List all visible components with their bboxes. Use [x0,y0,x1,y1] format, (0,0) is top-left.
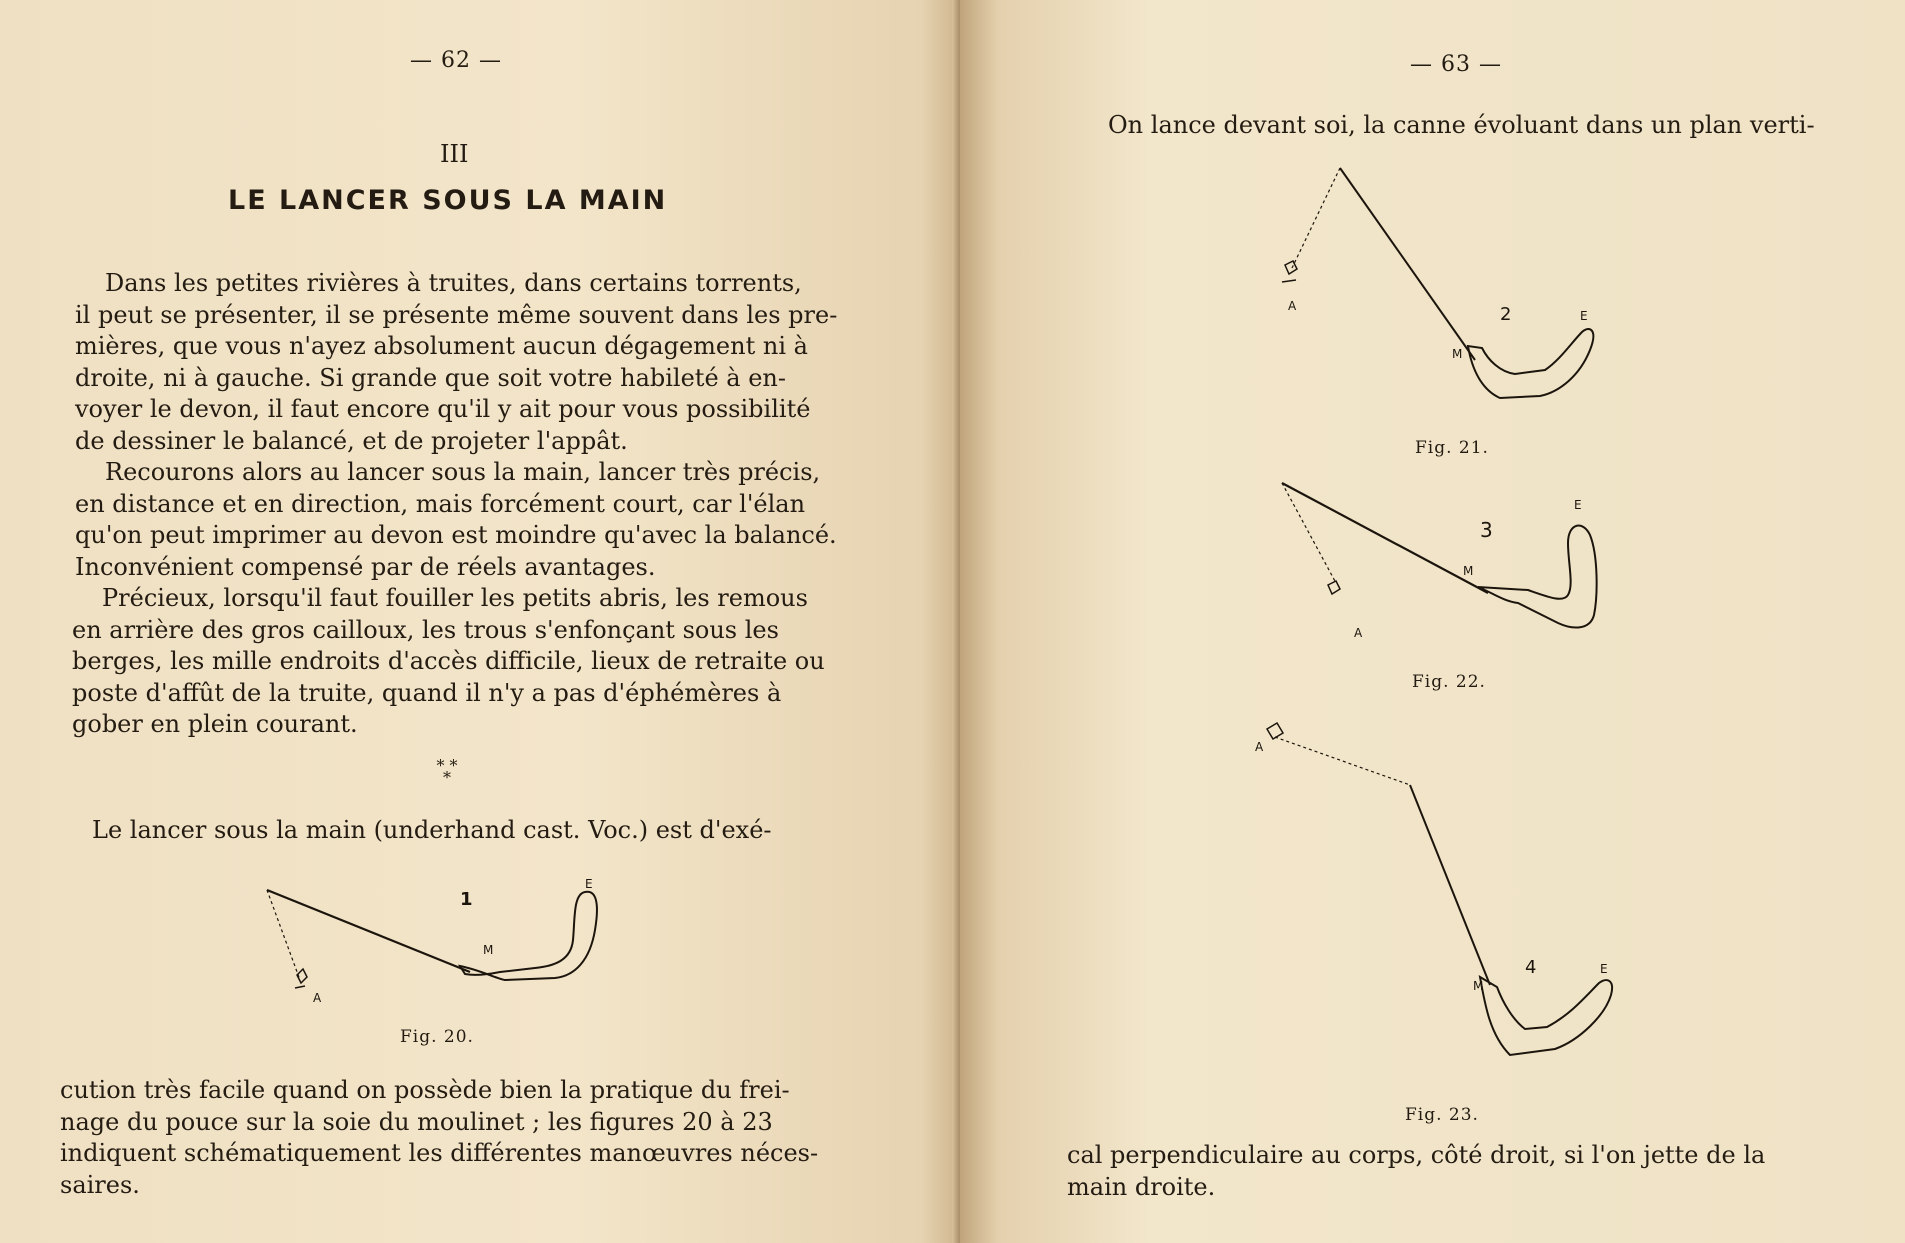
figure-number: 3 [1480,518,1493,542]
figure-number: 4 [1525,957,1537,978]
text-line: Le lancer sous la main (underhand cast. Voc.) est d'exé- [92,816,772,844]
fishing-line [1292,168,1340,268]
text-line: On lance devant soi, la canne évoluant dans un plan verti- [1108,111,1815,139]
intro-line [1108,110,1868,142]
paragraph-2 [75,457,835,583]
page-number-62: — 62 — [410,48,502,73]
text-line: saires. [60,1170,140,1199]
label-e: E [1600,962,1608,976]
lure-icon [1267,723,1283,739]
label-m: M [1452,347,1463,361]
label-e: E [1580,309,1588,323]
figure-20 [255,870,635,1030]
right-page [960,0,1905,1243]
figure-21-caption: Fig. 21. [1415,438,1489,458]
text-line: Recourons alors au lancer sous la main, lancer très précis, [105,458,821,486]
label-a: A [1354,626,1363,640]
text-line: voyer le devon, il faut encore qu'il y ait pour vous possibilité [75,395,811,423]
paragraph-5 [60,1075,820,1201]
label-m: M [1473,979,1484,993]
text-line: Inconvénient compensé par de réels avantages. [75,552,656,581]
label-a: A [1288,299,1297,313]
fishing-rod [1340,168,1475,360]
text-line: droite, ni à gauche. Si grande que soit votre habileté à en- [75,363,786,392]
figure-number: 1 [460,889,473,910]
arm-outline [1478,526,1597,628]
text-line: qu'on peut imprimer au devon est moindre qu'avec la balancé. [75,521,837,549]
figure-23 [1235,715,1635,1095]
text-line: Précieux, lorsqu'il faut fouiller les petits abris, les remous [102,584,808,612]
lure-icon [1282,261,1297,282]
figure-22-caption: Fig. 22. [1412,672,1486,692]
arm-outline [460,892,597,980]
figure-20-caption: Fig. 20. [400,1027,474,1047]
text-line: mières, que vous n'ayez absolument aucun dégagement ni à [75,332,808,360]
text-line: Dans les petites rivières à truites, dans certains torrents, [105,269,802,297]
text-line: en distance et en direction, mais forcément court, car l'élan [75,489,806,518]
figure-20-drawing [255,870,635,1030]
text-line: berges, les mille endroits d'accès difficile, lieux de retraite ou [72,647,825,675]
lure-icon [295,969,307,988]
label-m: M [1463,564,1474,578]
fishing-line [267,890,300,980]
paragraph-4 [92,815,852,847]
text-line: nage du pouce sur la soie du moulinet ; les figures 20 à 23 [60,1107,773,1136]
closing-paragraph [1067,1140,1827,1203]
text-line: cution très facile quand on possède bien la pratique du frei- [60,1076,790,1104]
arm-outline [1480,977,1612,1055]
fishing-rod [1410,785,1490,985]
section-number: III [440,140,469,168]
text-line: en arrière des gros cailloux, les trous s'enfonçant sous les [72,615,779,644]
text-line: cal perpendiculaire au corps, côté droit, si l'on jette de la [1067,1141,1766,1169]
paragraph-3 [72,583,832,741]
chapter-heading: LE LANCER SOUS LA MAIN [228,185,668,216]
page-number-63: — 63 — [1410,52,1502,77]
text-line: il peut se présenter, il se présente même souvent dans les pre- [75,300,838,329]
text-line: de dessiner le balancé, et de projeter l'appât. [75,426,628,455]
fishing-line [1275,737,1410,785]
figure-21 [1260,160,1620,430]
fishing-rod [1282,483,1488,593]
arm-outline [1468,329,1593,398]
figure-number: 2 [1500,304,1512,325]
label-m: M [483,943,494,957]
fishing-rod [267,890,470,972]
label-e: E [1574,498,1582,512]
text-line: indiquent schématiquement les différentes manœuvres néces- [60,1139,819,1167]
section-separator: * * * [436,756,458,787]
figure-22-drawing [1278,475,1618,655]
label-a: A [1255,740,1264,754]
figure-22 [1278,475,1618,655]
text-line: poste d'affût de la truite, quand il n'y a pas d'éphémères à [72,678,782,707]
figure-23-drawing [1235,715,1635,1095]
label-e: E [585,877,593,891]
label-a: A [313,991,322,1005]
paragraph-1 [75,268,838,457]
text-line: main droite. [1067,1172,1216,1201]
text-line: gober en plein courant. [72,710,358,738]
lure-icon [1328,581,1340,594]
figure-21-drawing [1260,160,1620,430]
figure-23-caption: Fig. 23. [1405,1105,1479,1125]
